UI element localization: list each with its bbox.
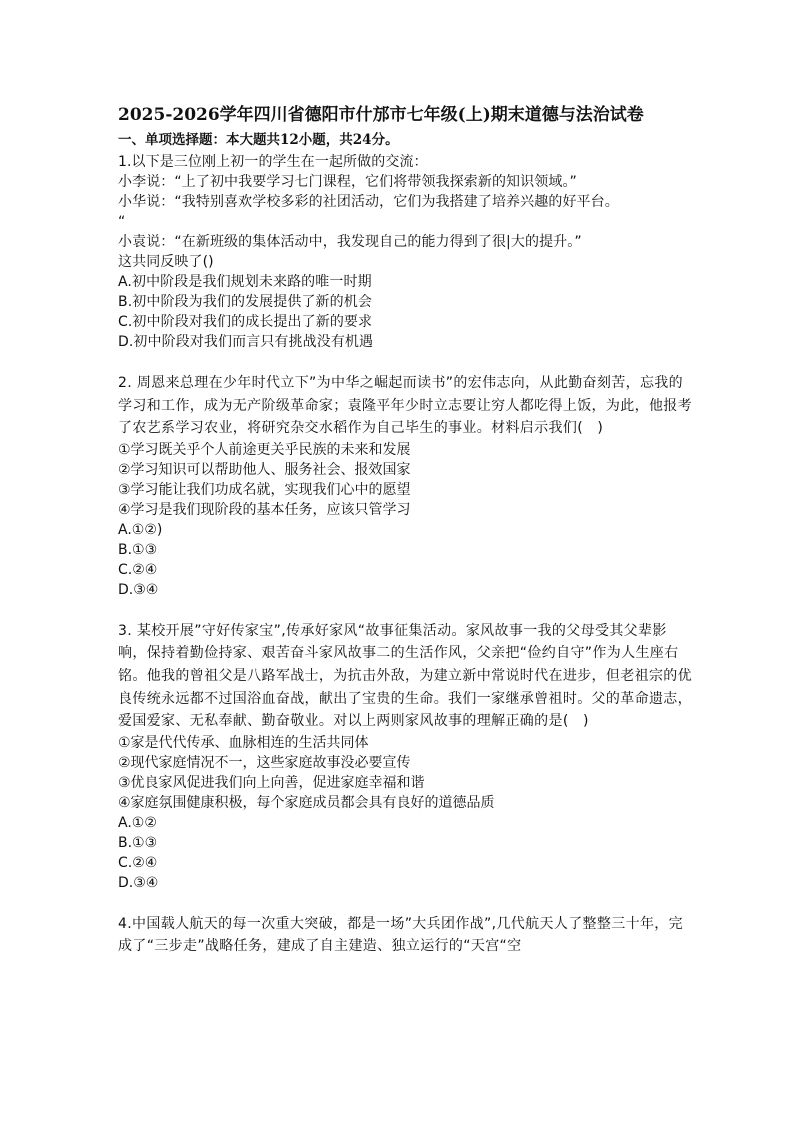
- question-prompt: 这共同反映了(): [118, 254, 214, 270]
- question-3: [118, 620, 693, 893]
- statement-3: ③学习能让我们功成名就，实现我们心中的愿望: [118, 481, 411, 498]
- option-a: A.①②): [118, 521, 163, 538]
- option-d: D.③④: [118, 581, 159, 598]
- section-heading: 一、单项选择题：本大题共12小题，共24分。: [118, 132, 399, 148]
- option-a: A.①②: [118, 814, 157, 831]
- option-b: B.初中阶段为我们的发展提供了新的机会: [118, 294, 372, 310]
- question-2: [118, 372, 693, 600]
- quote-line: 小李说：“上了初中我要学习七门课程，它们将带领我探索新的知识领域。”: [118, 174, 577, 190]
- quote-line: “: [118, 214, 126, 230]
- question-1: [118, 152, 693, 352]
- statement-4: ④学习是我们现阶段的基本任务，应该只管学习: [118, 501, 411, 518]
- exam-page: [118, 103, 693, 958]
- question-stem: 3. 某校开展”守好传家宝”,传承好家风“故事征集活动。家风故事一我的父母受其父辈影响，保持着勤俭持家、艰苦奋斗家风故事二的生活作风，父亲把“俭约自守”作为人生座右铭。他我的曾祖父是八路军战士，为抗击外敌，为建立新中常说时代在进步，但老祖宗的优良传统永远都不过国浴血奋战，献出了宝贵的生命。我们一家继承曾祖时。父的革命遗志，爱国爱家、无私奉献、勤奋敬业。对以上两则家风故事的理解正确的是( ): [118, 622, 692, 730]
- question-stem: 2. 周恩来总理在少年时代立下”为中华之崛起而读书”的宏伟志向，从此勤奋刻苦，忘我的学习和工作，成为无产阶级革命家；袁隆平年少时立志要让穷人都吃得上饭，为此，他报考了农艺系学习农业，将研究杂交水稻作为自己毕生的事业。材料启示我们( ): [118, 375, 692, 437]
- option-c: C.②④: [118, 561, 158, 578]
- option-b: B.①③: [118, 541, 158, 558]
- quote-line: 小华说：“我特别喜欢学校多彩的社团活动，它们为我搭建了培养兴趣的好平台。: [118, 194, 619, 210]
- option-d: D.③④: [118, 874, 159, 891]
- exam-title: 2025-2026学年四川省德阳市什邡市七年级(上)期末道德与法治试卷: [118, 105, 644, 125]
- statement-1: ①家是代代传承、血脉相连的生活共同体: [118, 734, 369, 751]
- option-c: C.②④: [118, 854, 158, 871]
- statement-2: ②学习知识可以帮助他人、服务社会、报效国家: [118, 461, 411, 478]
- question-stem: 1.以下是三位刚上初一的学生在一起所做的交流：: [118, 154, 428, 170]
- statement-2: ②现代家庭情况不一，这些家庭故事没必要宣传: [118, 754, 411, 771]
- option-d: D.初中阶段对我们而言只有挑战没有机遇: [118, 334, 374, 350]
- question-4: [118, 913, 693, 958]
- option-b: B.①③: [118, 834, 158, 851]
- statement-3: ③优良家风促进我们向上向善，促进家庭幸福和谐: [118, 774, 425, 791]
- quote-line: 小袁说：“在新班级的集体活动中，我发现自己的能力得到了很|大的提升。”: [118, 234, 582, 250]
- statement-4: ④家庭氛围健康积极，每个家庭成员都会具有良好的道德品质: [118, 794, 495, 811]
- option-a: A.初中阶段是我们规划未来路的唯一时期: [118, 274, 372, 290]
- option-c: C.初中阶段对我们的成长提出了新的要求: [118, 314, 373, 330]
- statement-1: ①学习既关乎个人前途更关乎民族的未来和发展: [118, 441, 411, 458]
- question-stem: 4.中国载人航天的每一次重大突破，都是一场”大兵团作战”,几代航天人了整整三十年，完成了“三步走”战略任务，建成了自主建造、独立运行的“天宫“空: [118, 915, 684, 955]
